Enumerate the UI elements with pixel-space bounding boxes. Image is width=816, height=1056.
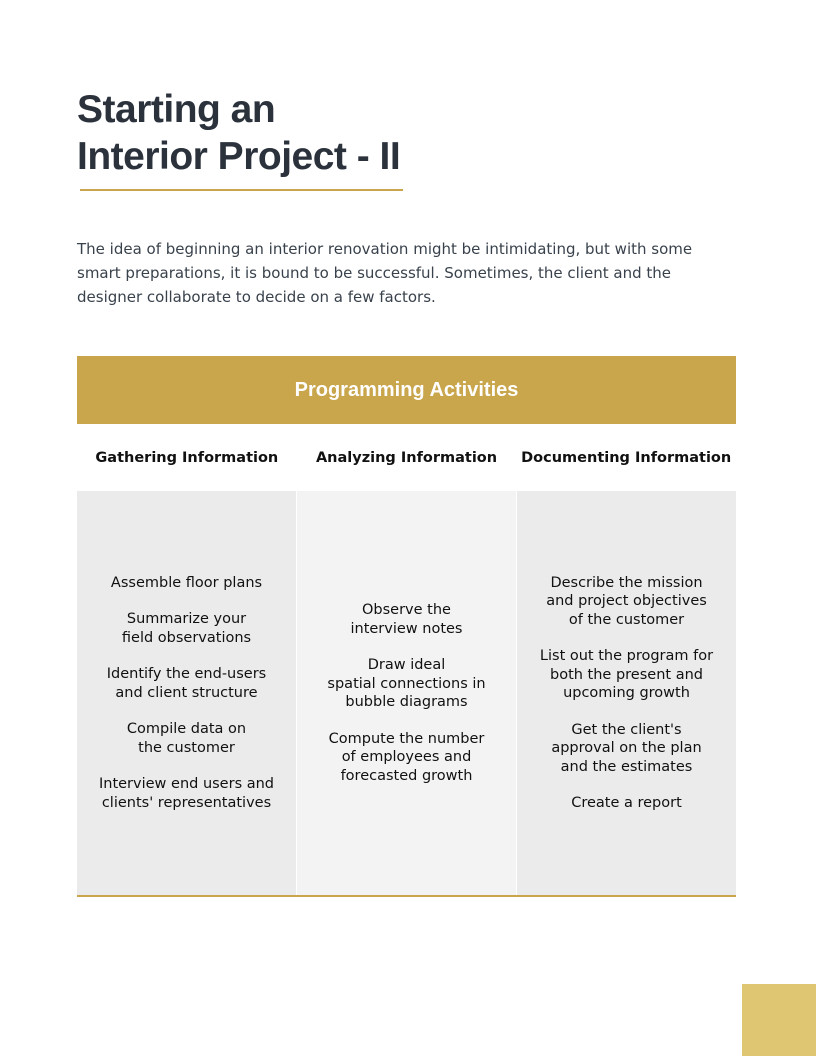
column-heading-analyzing: Analyzing Information: [315, 449, 498, 466]
list-item: Get the client's approval on the plan and the estimates: [551, 721, 702, 775]
page-title: [77, 86, 400, 180]
list-item: Interview end users and clients' representatives: [98, 776, 275, 811]
corner-decoration: [742, 984, 816, 1056]
list-item: Draw ideal spatial connections in bubble diagrams: [327, 657, 486, 710]
page-title-line-1: Starting an: [77, 88, 276, 131]
column-headings-row: [77, 424, 736, 491]
table-body: [77, 491, 736, 897]
column-heading-documenting: Documenting Information: [521, 449, 732, 466]
list-item: Compile data on the customer: [126, 721, 247, 756]
table-header: Programming Activities: [77, 356, 736, 424]
column-heading-gathering: Gathering Information: [95, 449, 279, 466]
list-item: Describe the mission and project objectives of the customer: [546, 574, 707, 628]
list-item: Create a report: [571, 795, 682, 811]
page-title-line-2: Interior Project - II: [77, 135, 401, 178]
list-item: List out the program for both the present and upcoming growth: [539, 648, 714, 701]
list-item: Observe the interview notes: [350, 602, 463, 637]
column-documenting: [516, 491, 736, 895]
column-analyzing: [296, 491, 516, 895]
title-underline: [80, 189, 403, 191]
list-item: Compute the number of employees and forecasted growth: [328, 730, 485, 784]
intro-paragraph: The idea of beginning an interior renovation might be intimidating, but with some smart preparations, it is bound to be successful. Sometimes, the client and the designer collaborate to decide on a few factors.: [77, 240, 693, 306]
list-item: Summarize your field observations: [121, 611, 252, 646]
column-gathering: [77, 491, 296, 895]
list-item: Assemble floor plans: [110, 574, 263, 591]
list-item: Identify the end-users and client structure: [106, 666, 267, 701]
programming-activities-table: [77, 356, 736, 897]
